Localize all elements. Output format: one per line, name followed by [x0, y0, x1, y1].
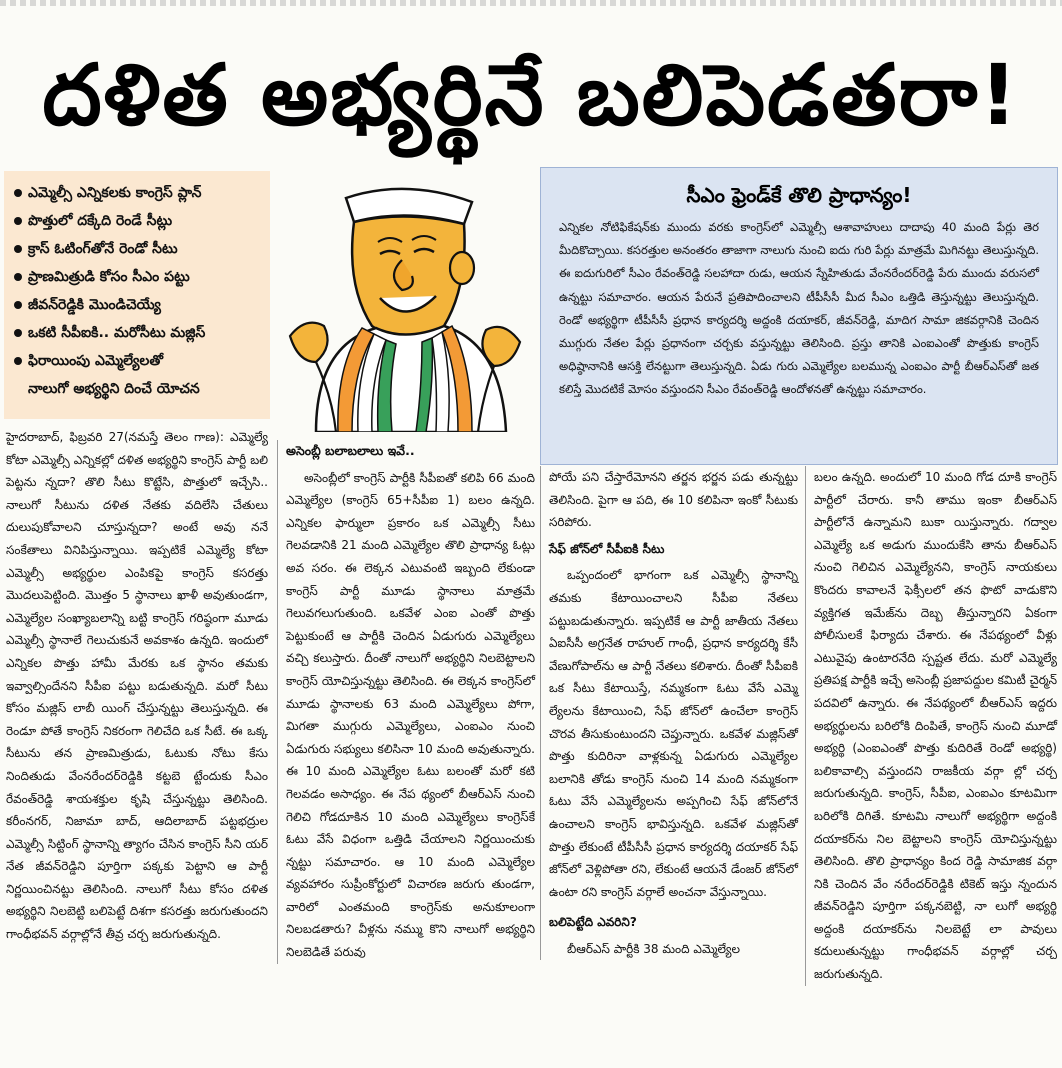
bullet-icon	[14, 217, 22, 225]
highlights-box	[4, 171, 270, 419]
paragraph: అసెంబ్లీలో కాంగ్రెస్ పార్టీకి సీపీఐతో కలిపి 66 మంది ఎమ్మెల్యేల (కాంగ్రెస్ 65+సీపీఐ 1) బలం ఉన్నది. ఎన్నికల ఫార్ములా ప్రకారం ఒక ఎమ్మెల్సీ సీటు గెలవడానికి 21 మంది ఎమ్మెల్యేల తొలి ప్రాధాన్య ఓట్లు అవ సరం. ఈ లెక్కన ఎటువంటి ఇబ్బంది లేకుండా కాంగ్రెస్ పార్టీ మూడు స్థానాలు మాత్రమే గెలువగలుగుతుంది. ఒకవేళ ఎంఐ ఎంతో పొత్తు పెట్టుకుంటే ఆ పార్టీకి చెందిన ఏడుగురు ఎమ్మెల్యేలు వచ్చి కలుస్తారు. దీంతో నాలుగో అభ్యర్థిని నిలబెట్టాలని కాంగ్రెస్ యోచిస్తున్నట్టు తెలిసింది. ఈ లెక్కన కాంగ్రెస్‌లో మూడు స్థానాలకు 63 మంది ఎమ్మెల్యేలు పోగా, మిగతా ముగ్గురు ఎమ్మెల్యేలు, ఎంఐఎం నుంచి ఏడుగురు సభ్యులు కలిసినా 10 మంది అవుతున్నారు. ఈ 10 మంది ఎమ్మెల్యేల ఓటు బలంతో మరో కటి గెలవడం అసాధ్యం. ఈ నేప థ్యంలో బీఆర్‌ఎస్ నుంచి గెలిచి గోడదూకిన 10 మంది ఎమ్మెల్యేలు కాంగ్రెస్‌కే ఓటు వేసే విధంగా ఒత్తిడి చేయాలని నిర్ణయించుకు న్నట్టు సమాచారం. ఆ 10 మంది ఎమ్మెల్యేల వ్యవహారం సుప్రీంకోర్టులో విచారణ జరుగు తుండగా, వారిలో ఎంతమంది కాంగ్రెస్‌కు అనుకూలంగా నిలబడతారు? వీళ్లను నమ్ము కొని నాలుగో అభ్యర్థిని నిలబెడితే పరువు	[286, 470, 535, 960]
bullet-icon	[14, 273, 22, 281]
article-column-1	[6, 426, 268, 946]
bullet-icon	[14, 189, 22, 197]
bullet-icon	[14, 301, 22, 309]
highlight-item: పొత్తులో దక్కేది రెండే సీట్లు	[10, 207, 264, 235]
bullet-icon	[14, 329, 22, 337]
highlight-item: ఒకటి సీపీఐకి.. మరోసీటు మజ్లిస్	[10, 319, 264, 347]
sidebar-box	[540, 167, 1058, 465]
article-column-3	[540, 466, 798, 960]
sidebar-body: ఎన్నికల నోటిఫికేషన్‌కు ముందు వరకు కాంగ్రెస్‌లో ఎమ్మెల్సీ ఆశావాహులు దాదాపు 40 మంది పేర్లు తెర మీదికొచ్చాయి. కసరత్తుల అనంతరం తాజాగా నాలుగు నుంచి ఐదు గురి పేర్లు మాత్రమే మిగినట్టు తెలుస్తున్నది. ఈ ఐదుగురిలో సీఎం రేవంత్‌రెడ్డి సలహాదా రుడు, ఆయన స్నేహితుడు వేంనరేందర్‌రెడ్డి పేరు ముందు వరుసలో ఉన్నట్టు సమాచారం. ఆయన పేరునే ప్రతిపాదించాలని టీపీసీసీ మీద సీఎం ఒత్తిడి తెస్తున్నట్టు తెలుస్తున్నది. రెండో అభ్యర్థిగా టీపీసీసీ ప్రధాన కార్యదర్శి అద్దంకి దయాకర్, జీవన్‌రెడ్డి, మాదిగ సామా జికవర్గానికి చెందిన ముగ్గురు నేతల పేర్లు ప్రధానంగా చర్చకు వస్తున్నట్టు తెలిసింది. ప్రస్తు తానికి ఎంఐఎంతో పొత్తుకు కాంగ్రెస్ అధిష్ఠానానికి ఆసక్తి లేనట్టుగా తెలుస్తున్నది. ఏడు గురు ఎమ్మెల్యేల బలమున్న ఎంఐఎం పార్టీ బీఆర్‌ఎస్‌తో జత కలిస్తే మొదటికే మోసం వస్తుందని సీఎం రేవంత్‌రెడ్డి ఆందోళనతో ఉన్నట్టు సమాచారం.	[559, 220, 1039, 397]
paragraph: ఒప్పందంలో భాగంగా ఒక ఎమ్మెల్సీ స్థానాన్ని తమకు కేటాయించాలని సీపీఐ నేతలు పట్టుబడుతున్నారు. ఇప్పటికే ఆ పార్టీ జాతీయ నేతలు ఏఐసీసీ అగ్రనేత రాహుల్ గాంధీ, ప్రధాన కార్యదర్శి కేసీ వేణుగోపాల్‌ను ఆ పార్టీ నేతలు కలిశారు. దీంతో సీపీఐకి ఒక సీటు కేటాయిస్తే, నమ్మకంగా ఓటు వేసే ఎమ్మె ల్యేలను కేటాయించి, సేఫ్ జోన్‌లో ఉంచేలా కాంగ్రెస్ చొరవ తీసుకుంటుందని చెప్తున్నారు. ఒకవేళ మజ్లిస్‌తో పొత్తు కుదిరినా వాళ్లకున్న ఏడుగురు ఎమ్మెల్యేల బలానికి తోడు కాంగ్రెస్ నుంచి 14 మంది నమ్మకంగా ఓటు వేసే ఎమ్మెల్యేలను అప్పగించి సేఫ్ జోన్‌లోనే ఉంచాలని కాంగ్రెస్ భావిస్తున్నది. ఒకవేళ మజ్లిస్‌తో పొత్తు లేకుంటే టీపీసీసీ ప్రధాన కార్యదర్శి దయాకర్ సేఫ్ జోన్‌లో వెళ్లిపోతా రని, లేకుంటే ఆయనే డేంజర్ జోన్‌లో ఉంటా రని కాంగ్రెస్ వర్గాలే అంచనా వేస్తున్నాయి.	[549, 568, 798, 899]
highlight-item: ఎమ్మెల్సీ ఎన్నికలకు కాంగ్రెస్ ప్లాన్	[10, 179, 264, 207]
sidebar-title: సీఎం ఫ్రెండ్‌కే తొలి ప్రాధాన్యం!	[686, 183, 912, 207]
subheading: బలిపెట్టేది ఎవరిని?	[549, 915, 637, 930]
highlight-item: ప్రాణమిత్రుడి కోసం సీఎం పట్టు	[10, 263, 264, 291]
bullet-icon	[14, 357, 22, 365]
subheading: అసెంబ్లీ బలాబలాలు ఇవే..	[286, 443, 415, 458]
subheading: సేఫ్ జోన్‌లో సీపీఐకి సీటు	[549, 541, 665, 556]
article-column-4	[805, 466, 1057, 986]
highlight-item: క్రాస్ ఓటింగ్‌తోనే రెండో సీటు	[10, 235, 264, 263]
paragraph: బీఆర్‌ఎస్ పార్టీకి 38 మంది ఎమ్మెల్యేల	[567, 941, 740, 956]
highlight-item: జీవన్‌రెడ్డికి మొండిచెయ్యే	[10, 291, 264, 319]
highlight-item: ఫిరాయింపు ఎమ్మెల్యేలతో	[10, 347, 264, 375]
highlight-item: నాలుగో అభ్యర్థిని దించే యోచన	[28, 381, 200, 397]
paragraph: హైదరాబాద్, ఫిబ్రవరి 27(నమస్తే తెలం గాణ): ఎమ్మెల్యే కోటా ఎమ్మెల్సీ ఎన్నికల్లో దళిత అభ్యర్థిని కాంగ్రెస్ పార్టీ బలి పెట్టను న్నదా? తొలి సీటు కొట్టేసి, పొత్తులో ఇచ్చేసి.. నాలుగో సీటును దళిత నేతకు వదిలేసి చేతులు దులుపుకోవాలని చూస్తున్నదా? అంటే అవు ననే సంకేతాలు వినిపిస్తున్నాయి. ఇప్పటికే ఎమ్మెల్యే కోటా ఎమ్మెల్సీ అభ్యర్థుల ఎంపికపై కాంగ్రెస్ కసరత్తు మొదలుపెట్టింది. మొత్తం 5 స్థానాలు ఖాళీ అవుతుండగా, ఎమ్మెల్యేల సంఖ్యాబలాన్ని బట్టి కాంగ్రెస్ గరిష్ఠంగా మూడు ఎమ్మెల్సీ స్థానాలే గెలుచుకునే అవకాశం ఉన్నది. ఇందులో ఎన్నికల పొత్తు హామీ మేరకు ఒక స్థానం తమకు ఇవ్వాల్సిందేనని సీపీఐ పట్టు బడుతున్నది. మరో సీటు కోసం మజ్లిస్ లాబీ యింగ్ చేస్తున్నట్టు తెలుస్తున్నది. ఈ రెండూ పోతే కాంగ్రెస్ నికరంగా గెలిచేది ఒక సీటే. ఈ ఒక్క సీటును తన ప్రాణమిత్రుడు, ఓటుకు నోటు కేసు నిందితుడు వేంనరేందర్‌రెడ్డికి కట్టబె ట్టేందుకు సీఎం రేవంత్‌రెడ్డి శాయశక్తుల కృషి చేస్తున్నట్టు తెలిసింది. కరీంనగర్, నిజామా బాద్, ఆదిలాబాద్ పట్టభద్రుల ఎమ్మెల్సీ సిట్టింగ్ స్థానాన్ని త్యాగం చేసిన కాంగ్రెస్ సీని యర్ నేత జీవన్‌రెడ్డిని పూర్తిగా పక్కకు పెట్టాని ఆ పార్టీ నిర్ణయించినట్టు తెలిసింది. నాలుగో సీటు కోసం దళిత అభ్యర్థిని నిలబెట్టి బలిపెట్టే దిశగా కసరత్తు జరుగుతుందని గాంధీభవన్ వర్గాల్లోనే తీవ్ర చర్చ జరుగుతున్నది.	[6, 430, 268, 942]
paragraph: పోయే పని చేస్తారేమోనని తర్జన భర్జన పడు తున్నట్టు తెలిసింది. పైగా ఆ పది, ఈ 10 కలిపినా ఇంకో సీటుకు సరిపోరు.	[549, 470, 798, 530]
article-column-2	[277, 440, 535, 964]
politician-cartoon	[276, 176, 534, 432]
top-border	[0, 0, 1062, 6]
headline: దళిత అభ్యర్థినే బలిపెడతరా!	[42, 46, 1020, 144]
bullet-icon	[14, 245, 22, 253]
paragraph: బలం ఉన్నది. అందులో 10 మంది గోడ దూకి కాంగ్రెస్ పార్టీలో చేరారు. కానీ తాము ఇంకా బీఆర్‌ఎస్ పార్టీలోనే ఉన్నామని బుకా యిస్తున్నారు. గద్వాల ఎమ్మెల్యే ఒక అడుగు ముందుకేసి తాను బీఆర్‌ఎస్ నుంచి గెలిచిన ఎమ్మెల్యేనని, కాంగ్రెస్ నాయకులు కొందరు కావాలనే ఫెక్సీలలో తన ఫొటో వాడుకొని వ్యక్తిగత ఇమేజ్‌ను దెబ్బ తీస్తున్నారని ఏకంగా పోలీసులకే ఫిర్యాదు చేశారు. ఈ నేపథ్యంలో వీళ్లు ఎటువైపు ఉంటారనేది స్పష్టత లేదు. మరో ఎమ్మెల్యే ప్రతిపక్ష పార్టీకి ఇచ్చే అసెంబ్లీ ప్రజాపద్దుల కమిటీ చైర్మన్ పదవిలో ఉన్నారు. ఈ నేపథ్యంలో బీఆర్‌ఎస్ ఇద్దరు అభ్యర్థులను బరిలోకి దింపితే, కాంగ్రెస్ నుంచి మూడో అభ్యర్థి (ఎంఐఎంతో పొత్తు కుదిరితే రెండో అభ్యర్థి) బలికావాల్సి వస్తుందని రాజకీయ వర్గా ల్లో చర్చ జరుగుతున్నది. కాంగ్రెస్, సీపీఐ, ఎంఐఎం కూటమిగా బరిలోకి దిగితే. కూటమి నాలుగో అభ్యర్థిగా అద్దంకి దయాకర్‌ను నిల బెట్టాలని కాంగ్రెస్ యోచిస్తున్నట్టు తెలిసింది. తొలి ప్రాధాన్యం కింద రెడ్డి సామాజిక వర్గా నికి చెందిన వేం నరేందర్‌రెడ్డికి టికెట్ ఇస్తు న్నందున జీవన్‌రెడ్డిని పూర్తిగా పక్కనబెట్టి, నా లుగో అభ్యర్థి అద్దంకి దయాకర్‌ను నిలబెట్టే లా పావులు కదులుతున్నట్టు గాంధీభవన్ వర్గాల్లో చర్చ జరుగుతున్నది.	[814, 470, 1057, 982]
